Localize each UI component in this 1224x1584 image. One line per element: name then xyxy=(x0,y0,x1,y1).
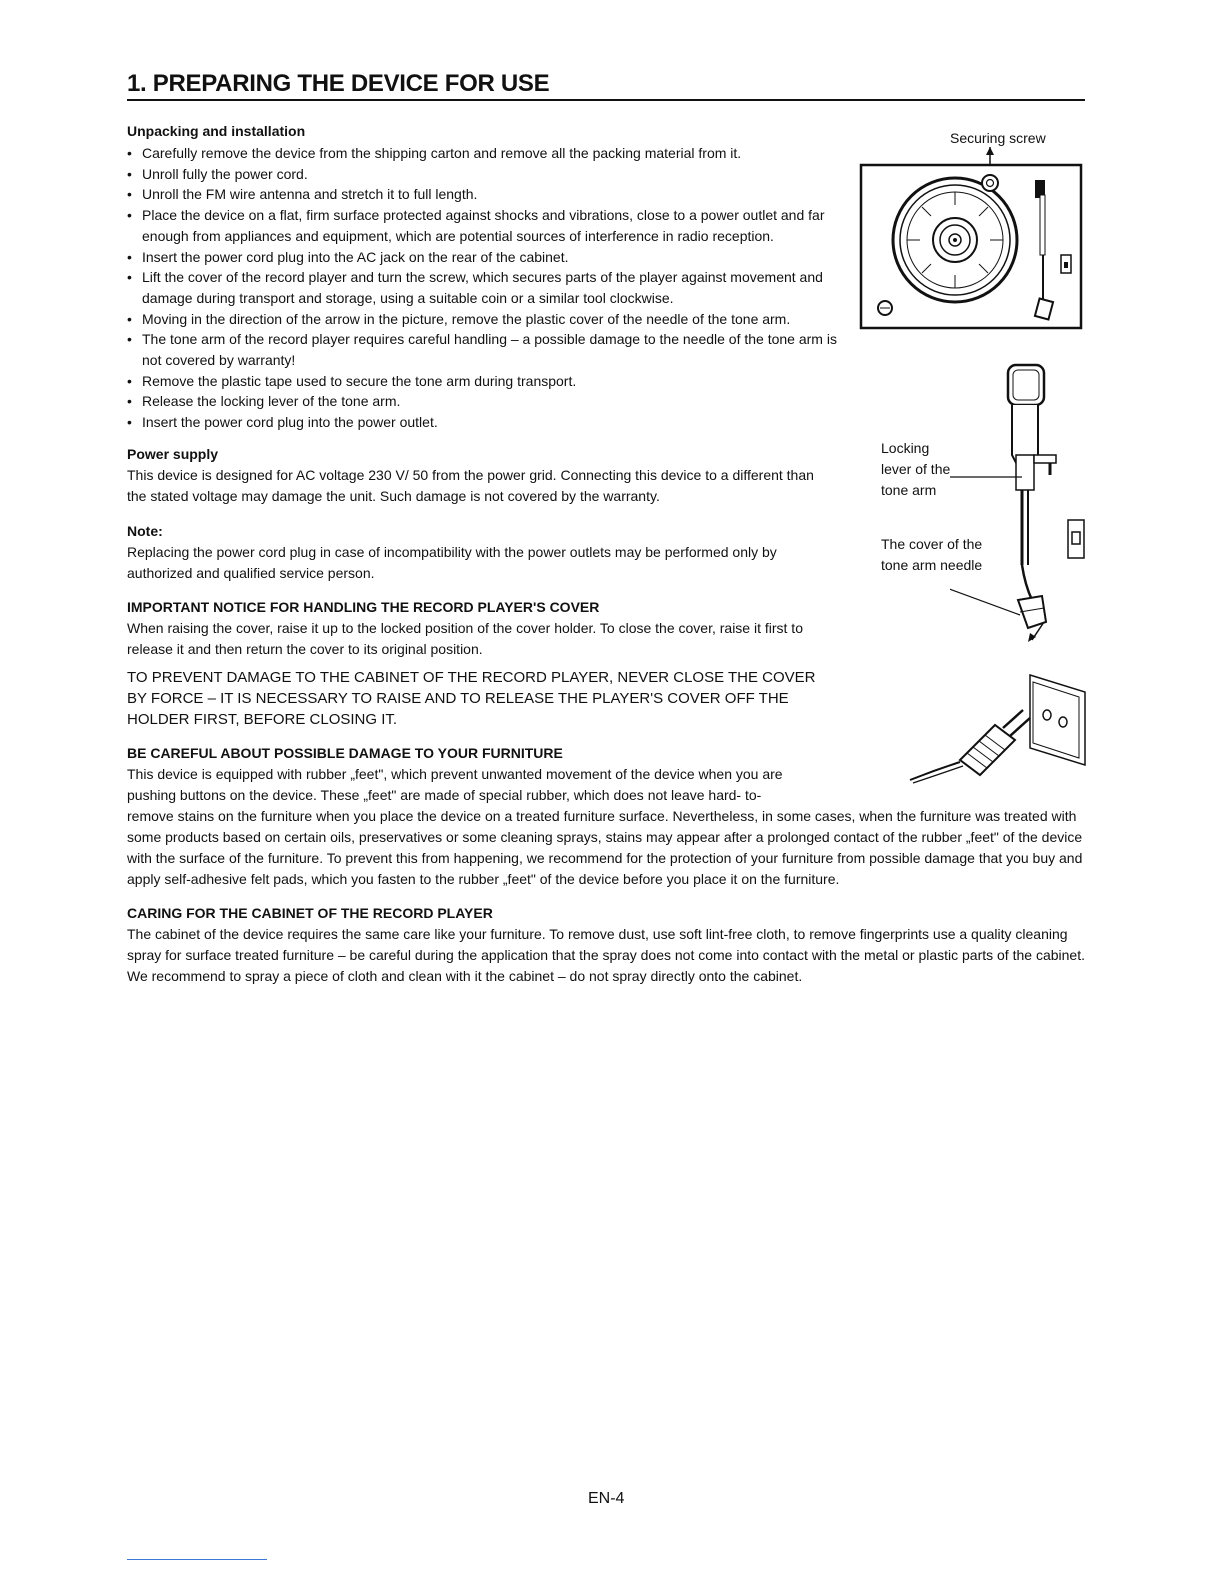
footer-divider xyxy=(127,1559,267,1560)
cover-notice-text: When raising the cover, raise it up to the locked position of the cover holder. To close the cover, raise it first to release it and then return the cover to its original position. xyxy=(127,620,803,657)
power-supply-heading: Power supply xyxy=(127,446,219,462)
turntable-figure xyxy=(855,145,1085,335)
cover-notice-warning: TO PREVENT DAMAGE TO THE CABINET OF THE RECORD PLAYER, NEVER CLOSE THE COVER BY FORCE – IT IS NECESSARY TO RAISE AND TO RELEASE THE PLAYER'S COVER OFF THE HOLDER FIRST, BEFORE CLOSING IT. xyxy=(127,669,816,728)
unpacking-heading: Unpacking and installation xyxy=(127,123,306,139)
plug-outlet-figure xyxy=(905,670,1090,785)
list-item: • Unroll fully the power cord. xyxy=(127,164,842,185)
locking-lever-label-line2: lever of the xyxy=(881,461,951,477)
cover-notice-heading: IMPORTANT NOTICE FOR HANDLING THE RECORD PLAYER'S COVER xyxy=(127,599,600,615)
list-item: • Release the locking lever of the tone arm. xyxy=(127,391,842,412)
list-item: • Lift the cover of the record player and turn the screw, which secures parts of the player against movement and damage during transport and storage, using a suitable coin or a similar tool clockwise. xyxy=(127,267,842,308)
locking-lever-label-line1: Locking xyxy=(881,440,930,456)
furniture-heading: BE CAREFUL ABOUT POSSIBLE DAMAGE TO YOUR FURNITURE xyxy=(127,745,563,761)
list-item: • Carefully remove the device from the shipping carton and remove all the packing material from it. xyxy=(127,143,842,164)
cabinet-heading: CARING FOR THE CABINET OF THE RECORD PLAYER xyxy=(127,905,493,921)
needle-cover-label-line1: The cover of the xyxy=(881,536,983,552)
tone-arm-figure xyxy=(950,360,1090,645)
power-supply-text: This device is designed for AC voltage 230 V/ 50 from the power grid. Connecting this device to a different than the stated voltage may damage the unit. Such damage is not covered by the warranty. xyxy=(127,467,814,504)
page-title: 1. PREPARING THE DEVICE FOR USE xyxy=(127,70,1085,101)
locking-lever-label-line3: tone arm xyxy=(881,482,937,498)
note-text: Replacing the power cord plug in case of incompatibility with the power outlets may be performed only by authorized and qualified service person. xyxy=(127,544,777,581)
list-item: • Unroll the FM wire antenna and stretch it to full length. xyxy=(127,184,842,205)
note-heading: Note: xyxy=(127,523,163,539)
list-item: • The tone arm of the record player requires careful handling – a possible damage to the needle of the tone arm is not covered by warranty! xyxy=(127,329,842,370)
needle-cover-label-line2: tone arm needle xyxy=(881,557,983,573)
page-number: EN-4 xyxy=(588,1490,625,1507)
list-item: • Insert the power cord plug into the power outlet. xyxy=(127,412,842,433)
cabinet-text: The cabinet of the device requires the same care like your furniture. To remove dust, use soft lint-free cloth, to remove fingerprints use a quality cleaning spray for surface treated furniture – be careful during the application that the spray does not come into contact with the metal or plastic parts of the cabinet. We recommend to spray a piece of cloth and clean with it the cabinet – do not spray directly onto the cabinet. xyxy=(127,926,1085,984)
unpacking-list xyxy=(127,143,842,433)
list-item: • Place the device on a flat, firm surface protected against shocks and vibrations, close to a power outlet and far enough from appliances and equipment, which are potential sources of interference in radio reception. xyxy=(127,205,842,246)
furniture-text-part1: This device is equipped with rubber „feet", which prevent unwanted movement of the device when you are pushing buttons on the device. These „feet" are made of special rubber, which does not leave hard- to- xyxy=(127,766,783,803)
furniture-text-part2: remove stains on the furniture when you place the device on a treated furniture surface. Nevertheless, in some cases, when the furniture was treated with some products based on certain oils, preservatives or some cleaning sprays, stains may appear after a prolonged contact of the rubber „feet" of the device with the surface of the furniture. To prevent this from happening, we recommend for the protection of your furniture from possible damage that you buy and apply self-adhesive felt pads, which you fasten to the rubber „feet" of the device before you place it on the furniture. xyxy=(127,808,1083,887)
list-item: • Moving in the direction of the arrow in the picture, remove the plastic cover of the needle of the tone arm. xyxy=(127,309,842,330)
list-item: • Remove the plastic tape used to secure the tone arm during transport. xyxy=(127,371,842,392)
securing-screw-label: Securing screw xyxy=(950,130,1046,146)
list-item: • Insert the power cord plug into the AC jack on the rear of the cabinet. xyxy=(127,247,842,268)
